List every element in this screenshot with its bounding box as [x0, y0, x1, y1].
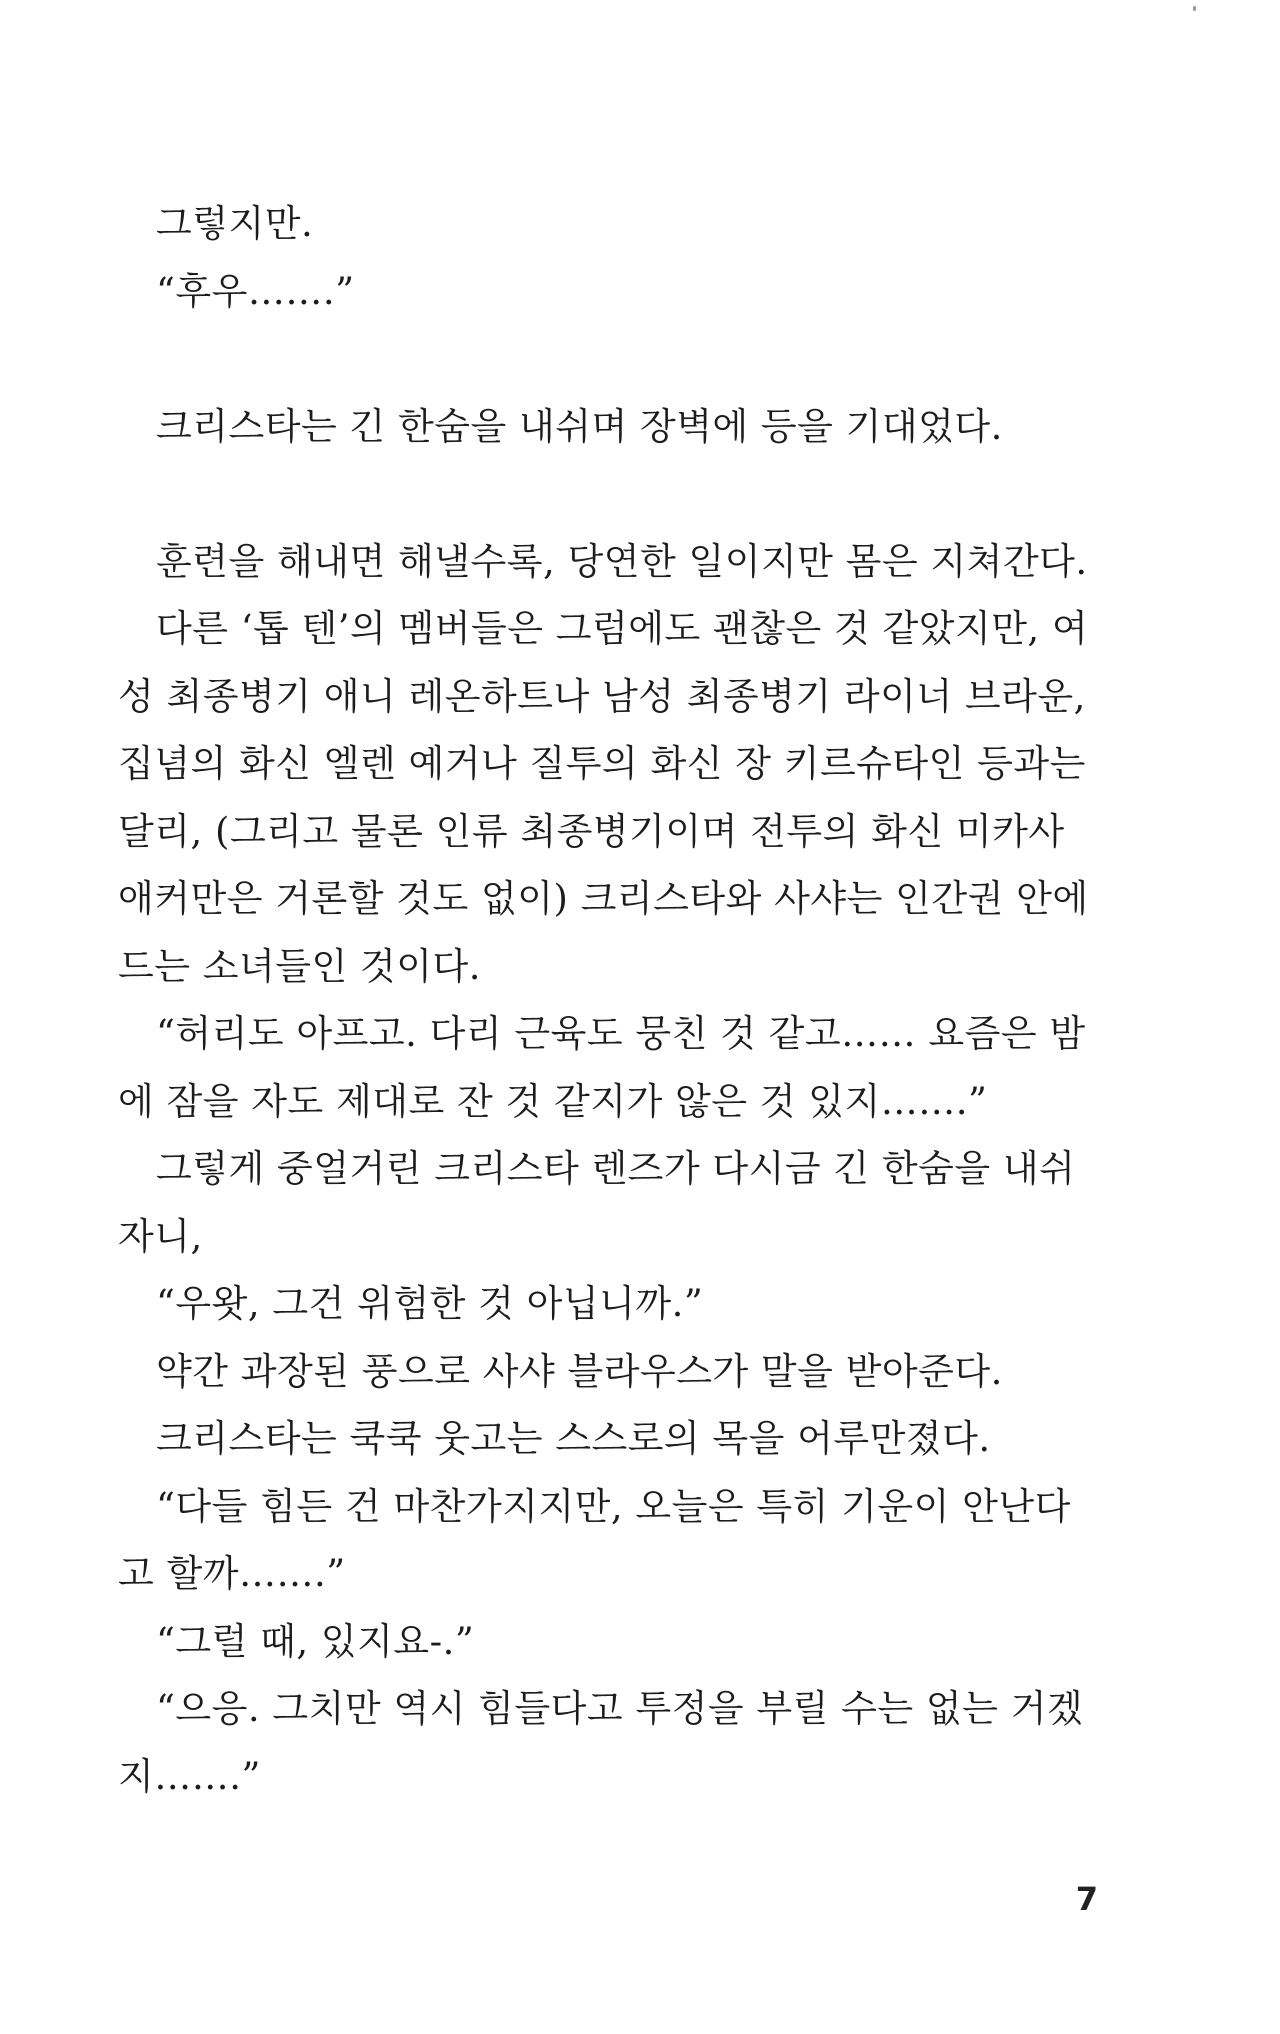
text-line: “그럴 때, 있지요-.” [156, 1619, 475, 1663]
text-line: 크리스타는 쿡쿡 웃고는 스스로의 목을 어루만졌다. [156, 1417, 991, 1460]
text-line: 애커만은 거론할 것도 없이) 크리스타와 사샤는 인간권 안에 [118, 877, 1089, 920]
text-line: “우왓, 그건 위험한 것 아닙니까.” [156, 1282, 704, 1325]
text-line: 그렇지만. [156, 202, 314, 245]
text-line: 지…….” [118, 1754, 261, 1798]
text-line: 달리, (그리고 물론 인류 최종병기이며 전투의 화신 미카사 [118, 809, 1065, 853]
text-line: 자니, [118, 1214, 203, 1258]
blank-line [118, 460, 1098, 528]
text-line: 성 최종병기 애니 레온하트나 남성 최종병기 라이너 브라운, [118, 674, 1086, 718]
text-line: “허리도 아프고. 다리 근육도 뭉친 것 같고…… 요즘은 밤 [156, 1012, 1086, 1055]
text-line: 훈련을 해내면 해낼수록, 당연한 일이지만 몸은 지쳐간다. [156, 539, 1088, 583]
page-number: 7 [1075, 1880, 1098, 1918]
text-line: 드는 소녀들인 것이다. [118, 944, 481, 988]
text-line: 크리스타는 긴 한숨을 내쉬며 장벽에 등을 기대었다. [156, 404, 1003, 448]
text-line: 집념의 화신 엘렌 예거나 질투의 화신 장 키르슈타인 등과는 [118, 742, 1086, 785]
blank-line [118, 325, 1098, 393]
text-line: 다른 ‘톱 텐’의 멤버들은 그럼에도 괜찮은 것 같았지만, 여 [156, 607, 1089, 650]
scan-speck [1193, 6, 1196, 11]
text-line: “후우…….” [156, 269, 355, 313]
text-line: “다들 힘든 건 마찬가지지만, 오늘은 특히 기운이 안난다 [156, 1484, 1071, 1528]
text-line: “으응. 그치만 역시 힘들다고 투정을 부릴 수는 없는 거겠 [156, 1687, 1084, 1730]
text-line: 에 잠을 자도 제대로 잔 것 같지가 않은 것 있지…….” [118, 1079, 988, 1123]
body-text [118, 190, 1098, 1810]
text-line: 그렇게 중얼거린 크리스타 렌즈가 다시금 긴 한숨을 내쉬 [156, 1147, 1076, 1190]
text-line: 약간 과장된 풍으로 사샤 블라우스가 말을 받아준다. [156, 1349, 1003, 1393]
text-line: 고 할까…….” [118, 1552, 346, 1595]
